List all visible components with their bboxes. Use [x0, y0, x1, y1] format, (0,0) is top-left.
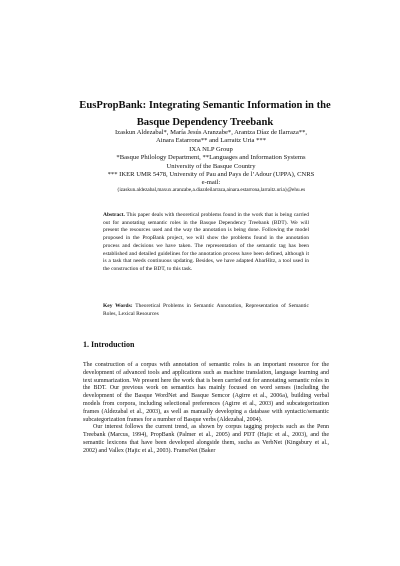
- paper-title: EusPropBank: Integrating Semantic Information in the Basque Dependency Treebank: [79, 100, 331, 128]
- email-label: e-mail:: [201, 179, 221, 187]
- body-paragraph-1: The construction of a corpus with annotation of semantic roles is an important resource for the development of advanced tools and applications such as machine translation, language learning and text summarization. We present here the work that is been carried out for annotating semantic roles in the BDT. Our previous work on semantics has mainly focused on word senses (including the development of the Basque WordNet and Basque Semcor (Agirre et al., 2006a), building verbal models from corpora, including selectional preferences (Agirre et al., 2003) and subcategorization frames (Aldezabal et al., 2003), as well as manually developing a database with syntactic/semantic subcategorization frames for a number of Basque verbs (Aldezabal, 2004).: [83, 362, 329, 423]
- author-names-cont: Ainara Estarrona** and Larraitz Uria ***: [155, 137, 267, 145]
- keywords: [103, 303, 309, 318]
- affiliation-university: University of the Basque Country: [166, 162, 256, 170]
- author-block: [80, 129, 342, 188]
- abstract: [103, 212, 309, 274]
- group-name: IXA NLP Group: [189, 145, 233, 153]
- body-paragraph-2: Our interest follows the current trend, as shown by corpus tagging projects such as the Penn Treebank (Marcus, 1994), PropBank (Palmer et al., 2005) and PDT (Hajic et al., 2003), and the semantic lexicons that have been developed alongside them, sucha as VerbNet (Kingsbury et al., 2002) and Vallex (Hajic et al., 2003). FrameNet (Baker: [83, 424, 329, 454]
- keywords-text: Theoretical Problems in Semantic Annotation, Representation of Semantic Roles, Lexical Resources: [103, 303, 310, 317]
- abstract-text: This paper deals with theoretical problems found in the work that is being carried out for annotating semantic roles in the Basque Dependency Treebank (BDT). We will present the resources used and the way the annotation is being done. Following the model proposed in the PropBank project, we will show the problems found in the annotation process and decisions we have taken. The representation of the semantic tag has been established and detailed guidelines for the annotation process have been defined, although it is a task that needs continuous updating. Besides, we have adapted AbarHitz, a tool used in the construction of the BDT, to this task.: [103, 212, 309, 272]
- abstract-label: Abstract.: [103, 212, 125, 218]
- affiliation-departments: *Basque Philology Department, **Languages and Information Systems: [116, 154, 306, 162]
- author-emails: {izaskun.aldezabal,maxux.aranzabe,a.diazdeilarraza,ainara.estarrona,larraitz.uria}@ehu.es: [116, 187, 306, 193]
- keywords-label: Key Words:: [103, 303, 133, 309]
- body-text: [83, 362, 329, 456]
- affiliation-iker: *** IKER UMR 5478, University of Pau and Pays de l’Adour (UPPA), CNRS: [107, 171, 315, 179]
- author-names: Izaskun Aldezabal*, María Jesús Aranzabe*, Arantza Díaz de Ilarraza**,: [114, 129, 308, 136]
- section-heading: 1. Introduction: [83, 340, 135, 349]
